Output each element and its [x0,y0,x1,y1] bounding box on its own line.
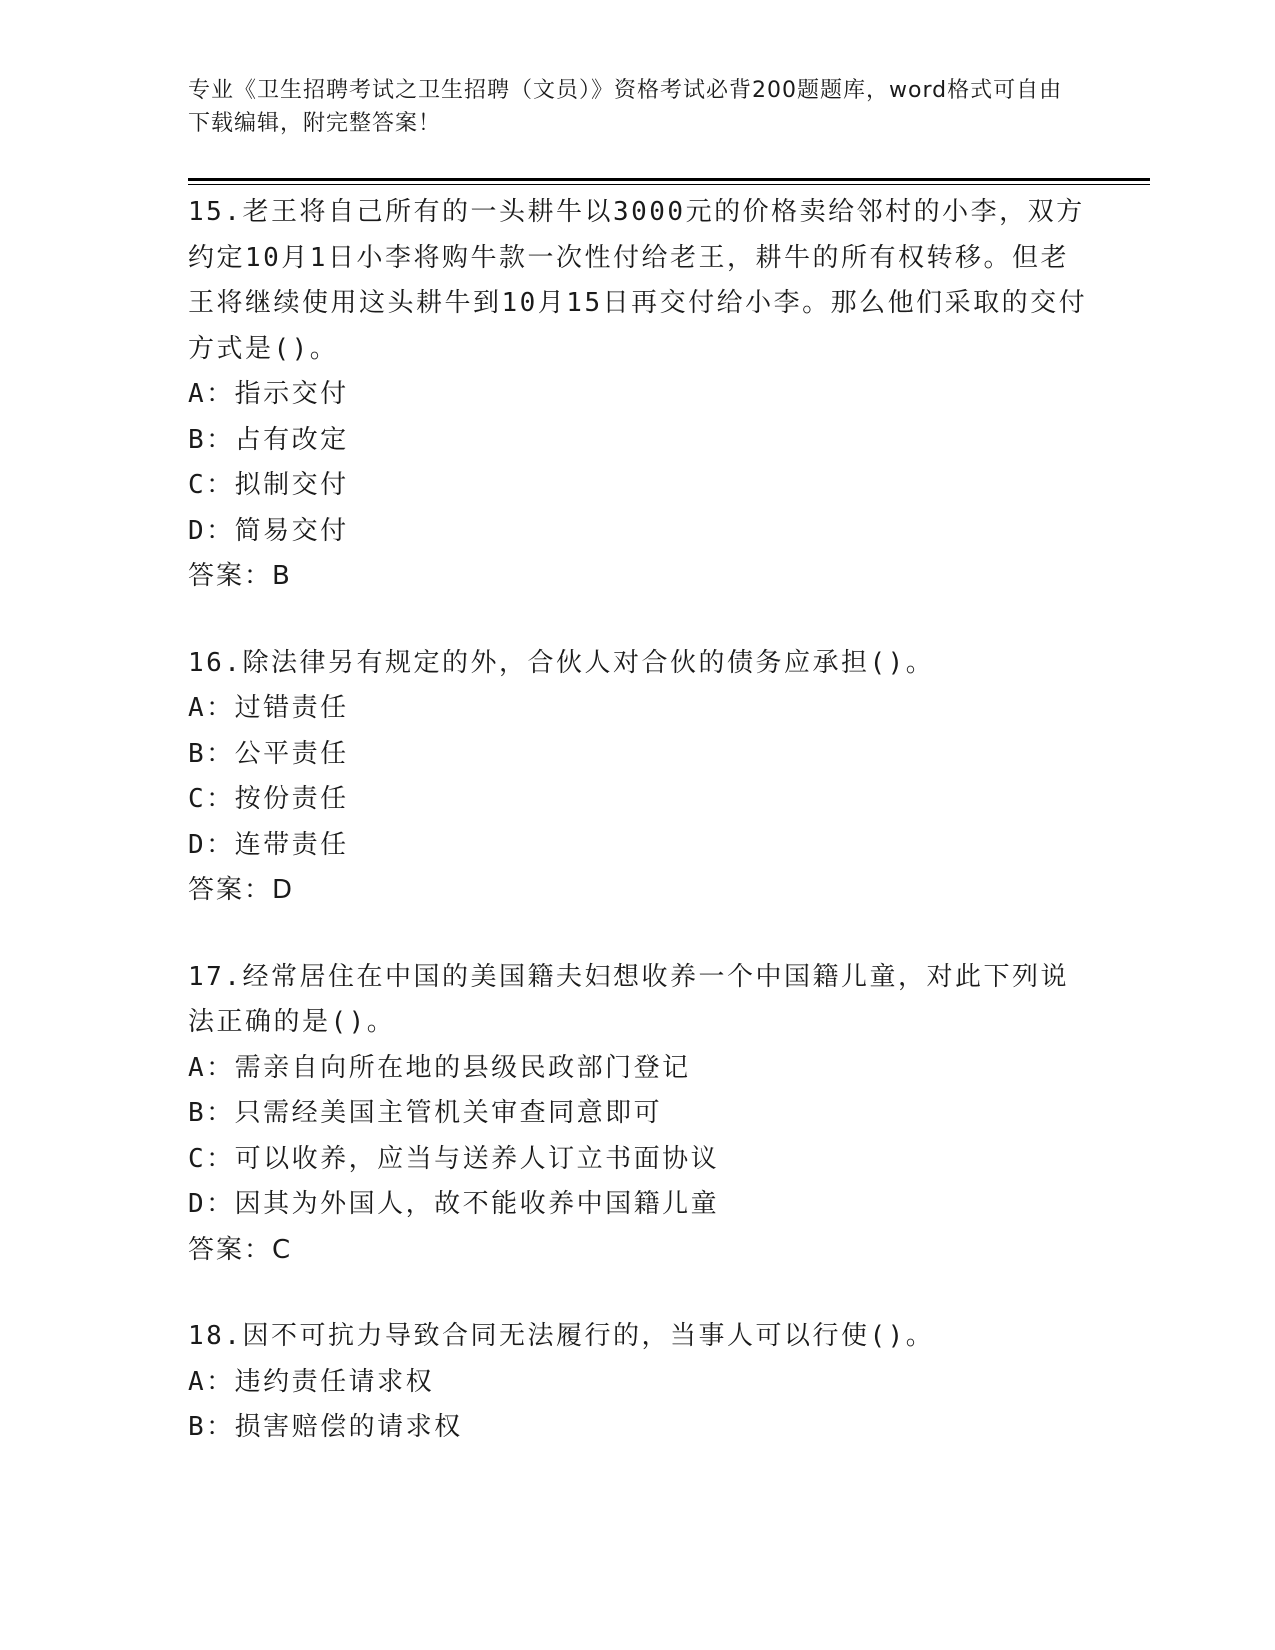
question-15 [188,190,1088,600]
question-18 [188,1314,1088,1451]
question-list [188,190,1088,1492]
option-b: B：公平责任 [188,738,349,769]
question-text: 15.老王将自己所有的一头耕牛以3000元的价格卖给邻村的小李，双方约定10月1日小李将购牛款一次性付给老王，耕牛的所有权转移。但老王将继续使用这头耕牛到10月15日再交付给小李。那么他们采取的交付方式是()。 [188,197,1088,364]
question-16 [188,641,1088,914]
header-divider-thin [188,184,1150,185]
option-b: B：占有改定 [188,424,349,455]
question-text: 16.除法律另有规定的外，合伙人对合伙的债务应承担()。 [188,647,935,678]
option-b: B：损害赔偿的请求权 [188,1412,463,1442]
answer: 答案：C [188,1234,293,1265]
option-c: C：可以收养，应当与送养人订立书面协议 [188,1143,720,1174]
option-d: D：连带责任 [188,829,349,860]
option-c: C：按份责任 [188,784,349,814]
option-a: A：指示交付 [188,379,349,409]
option-b: B：只需经美国主管机关审查同意即可 [188,1098,663,1128]
document-header: 专业《卫生招聘考试之卫生招聘（文员）》资格考试必背200题题库，word格式可自由下载编辑，附完整答案！ [188,78,1063,136]
question-text: 18.因不可抗力导致合同无法履行的，当事人可以行使()。 [188,1321,935,1351]
answer: 答案：D [188,875,295,905]
option-d: D：简易交付 [188,515,349,546]
option-a: A：违约责任请求权 [188,1366,435,1397]
option-c: C：拟制交付 [188,470,349,500]
header-divider-thick [188,178,1150,181]
option-a: A：需亲自向所在地的县级民政部门登记 [188,1052,691,1083]
question-17 [188,955,1088,1274]
option-d: D：因其为外国人，故不能收养中国籍儿童 [188,1189,720,1219]
answer: 答案：B [188,561,292,591]
option-a: A：过错责任 [188,693,349,723]
question-text: 17.经常居住在中国的美国籍夫妇想收养一个中国籍儿童，对此下列说法正确的是()。 [188,961,1069,1037]
